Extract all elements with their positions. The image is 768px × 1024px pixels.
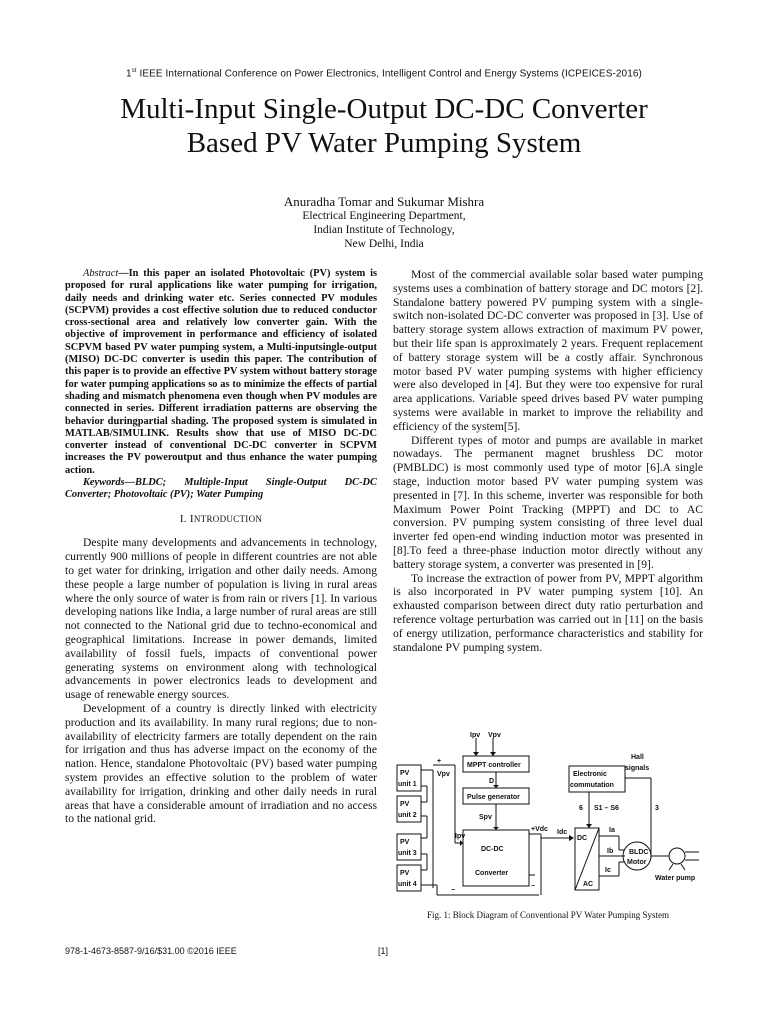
title-line-1: Multi-Input Single-Output DC-DC Converter <box>120 93 648 125</box>
dc-dc-converter-box <box>463 830 529 886</box>
ipv-mid-label: Ipv <box>455 833 466 840</box>
ic-label: Ic <box>605 867 611 874</box>
pv-unit-3-label-b: unit 3 <box>398 850 417 857</box>
vpv-top-label: Vpv <box>488 732 501 739</box>
paper-title <box>60 92 708 160</box>
ia-label: Ia <box>609 827 615 834</box>
vpv-left-label: Vpv <box>437 771 450 778</box>
dc-label: DC <box>577 835 588 842</box>
footer-page-number: [1] <box>378 946 389 956</box>
footer-isbn: 978-1-4673-8587-9/16/$31.00 ©2016 IEEE <box>65 946 237 956</box>
figure-caption: Fig. 1: Block Diagram of Conventional PV Water Pumping System <box>427 910 669 920</box>
s1-s6-label: S1 – S6 <box>594 805 619 812</box>
pv-unit-4-label-b: unit 4 <box>398 881 417 888</box>
intro-paragraph-1: Despite many developments and advancements in technology, currently 900 millions of people in different countries are not able to get water for drinking, irrigation and other daily needs. Among these people a large number of population is living in rural areas where the only source of water is from rain or rivers [1]. In various developing nations like India, a large number of rural areas are still not connected to the National grid due to techno-economical and geographical limitations. Increase in power demands, limited availability of fossil fuels, impacts of conventional power generating systems on environment along with technological advancements in power electronics leads to development and usage of renewable energy sources. <box>65 536 377 702</box>
signals-label: signals <box>625 765 650 772</box>
pv-unit-2-label-b: unit 2 <box>398 812 417 819</box>
spv-label: Spv <box>479 814 492 821</box>
pv-unit-3-label-a: PV <box>400 839 410 846</box>
pv-unit-1-label-a: PV <box>400 770 410 777</box>
intro-paragraph-5: To increase the extraction of power from PV, MPPT algorithm is also incorporated in PV water pumping system [10]. An exhausted comparison between direct duty ratio perturbation and reference voltage perturbation was carried out in [11] on the basis of energy utilization, performance characteristics and stability for standalone PV pumping system. <box>393 571 703 654</box>
title-line-2: Based PV Water Pumping System <box>186 127 582 159</box>
hall-label: Hall <box>631 754 644 761</box>
ipv-top-label: Ipv <box>470 732 481 739</box>
d-label: D <box>489 778 495 785</box>
dcdc-label: DC-DC <box>481 846 504 853</box>
abstract: Abstract—In this paper an isolated Photovoltaic (PV) system is proposed for rural applications like water pumping for irrigation, daily needs and drinking water etc. Series connected PV modules (SCPVM) provides a cost effective solution due to reduced conductor cross-sectional area and relatively low converter gain. With the objective of improvement in performance and efficiency of isolated SCPVM based PV water pumping system, a Multi-inputsingle-output (MISO) DC-DC converter is usedin this paper. The contribution of this paper is to provide an effective PV system without battery storage for water pumping applications so as to minimize the effects of partial shading and mismatch phenomena even though when PV modules are connected in series. Different irradiation patterns are observing the behavior duringpartial shading. The proposed system is simulated in MATLAB/SIMULINK. Results show that use of MISO DC-DC converter instead of conventional DC-DC converter in SCPVM increases the PV poweroutput and thus enhance the water pumping action. <box>65 268 377 476</box>
minus-label: − <box>531 883 536 890</box>
section-heading-introduction: I. INTRODUCTION <box>179 512 263 525</box>
water-pump-label: Water pump <box>655 875 696 882</box>
electronic-label: Electronic <box>573 771 607 778</box>
block-diagram-figure <box>393 730 703 905</box>
bldc-label: BLDC <box>629 849 649 856</box>
conference-header: 1st IEEE International Conference on Power Electronics, Intelligent Control and Energy Systems (ICPEICES-2016) <box>126 68 642 80</box>
ib-label: Ib <box>607 848 614 855</box>
three-label: 3 <box>655 805 659 812</box>
intro-paragraph-3: Most of the commercial available solar based water pumping systems uses a combination of battery storage and DC motors [2]. Standalone battery powered PV pumping system with a single-switch non-isolated DC-DC converter was proposed in [3]. Use of battery storage system allows extraction of maximum PV power, but their life span is approximately 2 years. Frequent replacement of battery storage system will be a costly affair. Synchronous motor based PV water pumping systems with higher efficiency were also developed in [4]. But they were too expensive for rural area applications. Variable speed drives based PV water pumping systems were available in market to improve the reliability and efficiency of the system[5]. <box>393 268 703 433</box>
intro-paragraph-4: Different types of motor and pumps are available in market nowadays. The permanent magnet brushless DC motor (PMBLDC) is most commonly used type of motor [6].A single stage, induction motor based PV water pumping system was presented in [7]. In this scheme, inverter was responsible for both Maximum Power Point Tracking (MPPT) and DC to AC conversion. PV pumping system consisting of three level dual inverter fed open-end winding induction motor was presented in [8].To feed a three-phase induction motor directly without any battery storage system, a converter was presented in [9]. <box>393 433 703 571</box>
ac-label: AC <box>583 881 594 888</box>
idc-label: Idc <box>557 829 568 836</box>
pv-unit-1-label-b: unit 1 <box>398 781 417 788</box>
plus-label: + <box>437 758 442 765</box>
pv-unit-4-label-a: PV <box>400 870 410 877</box>
affiliation: Electrical Engineering Department, Indian Institute of Technology, New Delhi, India <box>302 210 466 250</box>
vdc-label: +Vdc <box>531 826 548 833</box>
intro-paragraph-2: Development of a country is directly linked with electricity production and its availability. In many rural regions; due to non-availability of electricity farmers are totally dependent on the rain for irrigation and thus has adverse impact on the economy of the nation. Hence, standalone Photovoltaic (PV) based water pumping system provides an effective solution to the problem of water availability for irrigation, drinking and other daily needs in rural areas that have a considerable amount of irradiation and no access to the national grid. <box>65 702 377 826</box>
converter-label: Converter <box>475 870 509 877</box>
right-column <box>393 268 703 654</box>
authors: Anuradha Tomar and Sukumar Mishra <box>283 194 485 209</box>
keywords: Keywords—BLDC; Multiple-Input Single-Output DC-DC Converter; Photovoltaic (PV); Water Pumping <box>65 477 377 501</box>
pulse-generator-label: Pulse generator <box>467 794 520 801</box>
minus-label-left: − <box>451 887 456 894</box>
left-column <box>65 268 377 826</box>
pv-unit-2-label-a: PV <box>400 801 410 808</box>
motor-label: Motor <box>627 859 647 866</box>
water-pump-circle <box>669 848 685 864</box>
six-label: 6 <box>579 805 583 812</box>
mppt-label: MPPT controller <box>467 762 521 769</box>
commutation-label: commutation <box>570 782 614 789</box>
